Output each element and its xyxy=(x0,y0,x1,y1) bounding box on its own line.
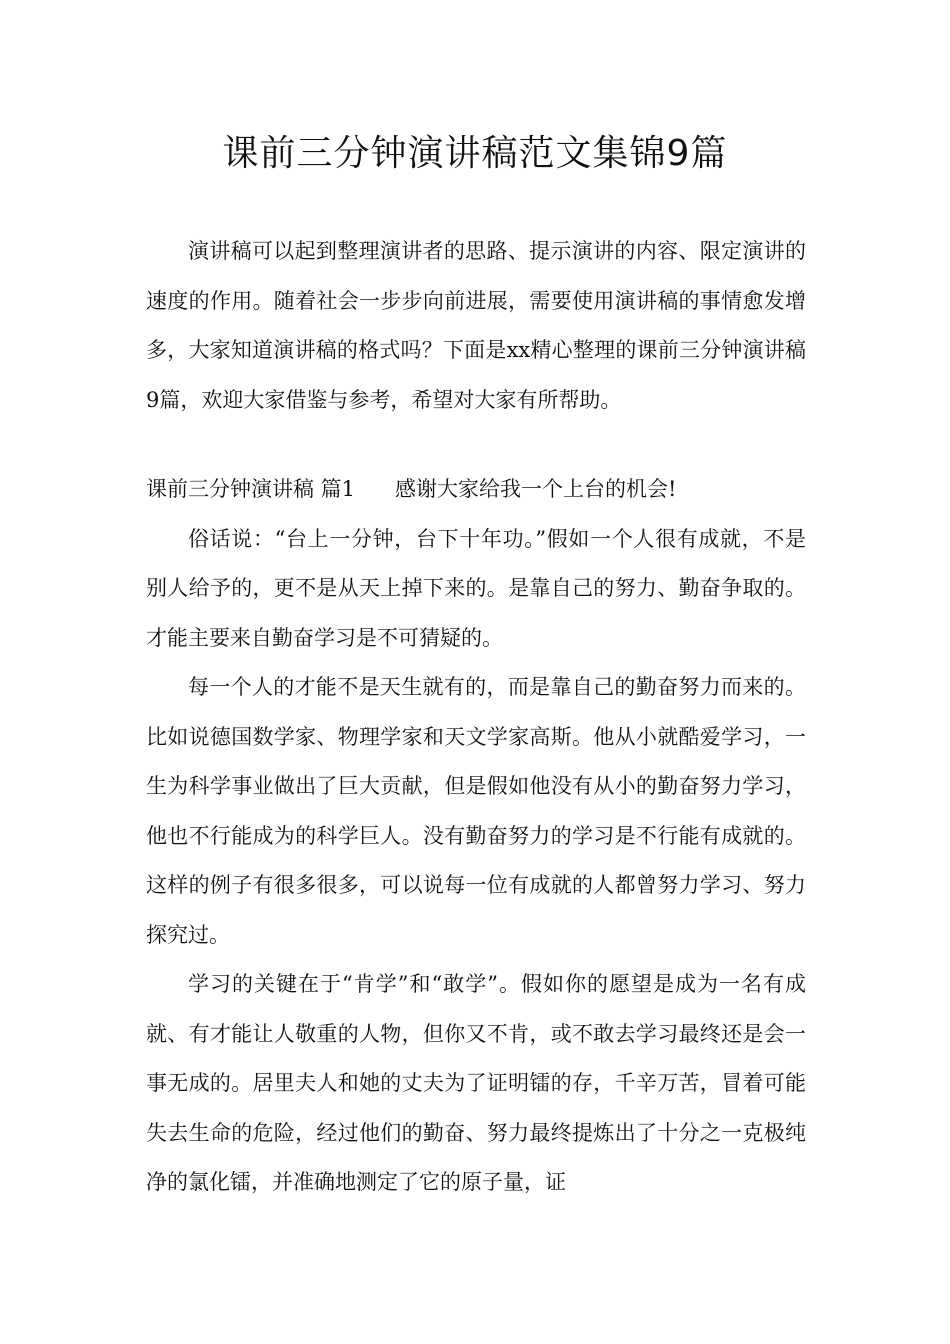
section-heading-line xyxy=(146,465,806,515)
section-heading: 课前三分钟演讲稿 篇1 xyxy=(146,477,356,501)
intro-paragraph: 演讲稿可以起到整理演讲者的思路、提示演讲的内容、限定演讲的速度的作用。随着社会一步步向前进展，需要使用演讲稿的事情愈发增多，大家知道演讲稿的格式吗？下面是xx精心整理的课前三分钟演讲稿9篇，欢迎大家借鉴与参考，希望对大家有所帮助。 xyxy=(146,239,806,412)
body-paragraph-1: 俗话说：“台上一分钟，台下十年功。”假如一个人很有成就，不是别人给予的，更不是从天上掉下来的。是靠自己的努力、勤奋争取的。才能主要来自勤奋学习是不可猜疑的。 xyxy=(146,526,806,650)
body-paragraph-3: 学习的关键在于“肯学”和“敢学”。假如你的愿望是成为一名有成就、有才能让人敬重的人物，但你又不肯，或不敢去学习最终还是会一事无成的。居里夫人和她的丈夫为了证明镭的存，千辛万苦，冒着可能失去生命的危险，经过他们的勤奋、努力最终提炼出了十分之一克极纯净的氯化镭，并准确地测定了它的原子量，证 xyxy=(146,972,806,1194)
document-title: 课前三分钟演讲稿范文集锦9篇 xyxy=(222,133,728,174)
body-paragraph-2: 每一个人的才能不是天生就有的，而是靠自己的勤奋努力而来的。比如说德国数学家、物理学家和天文学家高斯。他从小就酷爱学习，一生为科学事业做出了巨大贡献，但是假如他没有从小的勤奋努力学习，他也不行能成为的科学巨人。没有勤奋努力的学习是不行能有成就的。这样的例子有很多很多，可以说每一位有成就的人都曾努力学习、努力探究过。 xyxy=(146,675,806,947)
section-opening: 感谢大家给我一个上台的机会! xyxy=(395,477,677,501)
document-body xyxy=(146,227,806,1208)
